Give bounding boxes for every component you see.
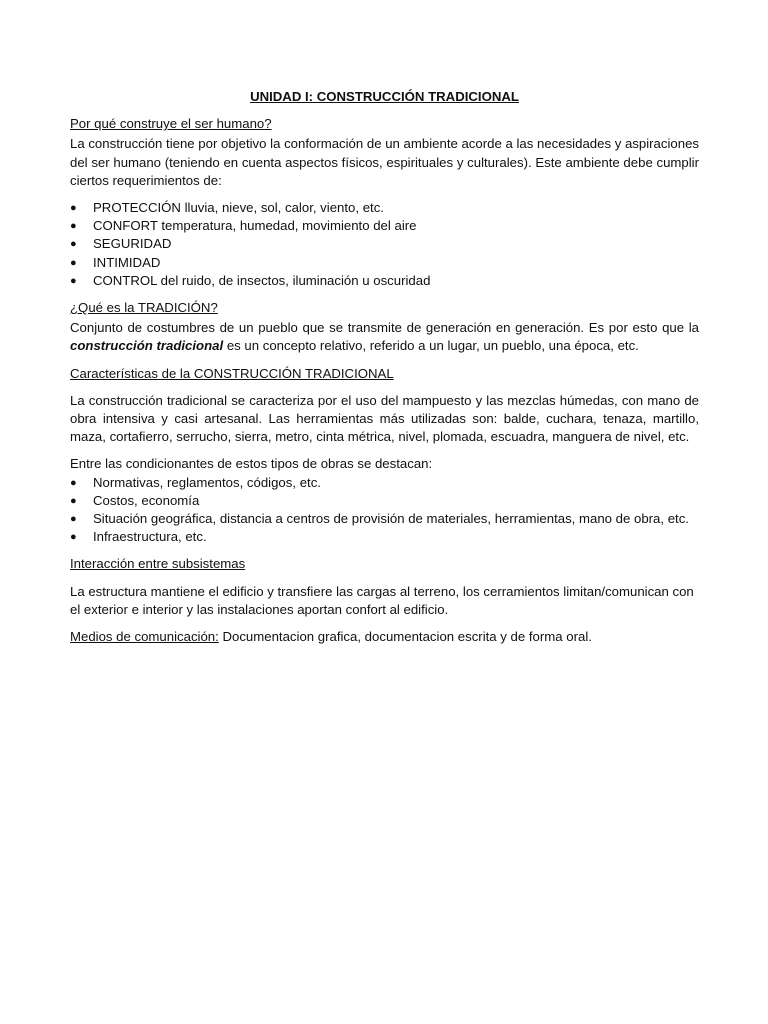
paragraph-text: Conjunto de costumbres de un pueblo que se transmite de generación en generación. Es por esto que la bbox=[70, 320, 699, 336]
list-item-text: CONFORT temperatura, humedad, movimiento del aire bbox=[93, 218, 417, 234]
bullet-icon: ● bbox=[70, 256, 77, 269]
document-body bbox=[70, 88, 699, 655]
conditions-list bbox=[70, 474, 699, 547]
list-item-text: Situación geográfica, distancia a centros de provisión de materiales, herramientas, mano de obra, etc. bbox=[93, 511, 689, 527]
bullet-icon: ● bbox=[70, 476, 77, 489]
document-title: UNIDAD I: CONSTRUCCIÓN TRADICIONAL bbox=[250, 89, 519, 104]
emphasis-text: construcción tradicional bbox=[70, 338, 224, 354]
list-item bbox=[70, 199, 699, 217]
list-item-text: INTIMIDAD bbox=[93, 254, 161, 270]
communication-line bbox=[70, 628, 699, 646]
list-item-text: Normativas, reglamentos, códigos, etc. bbox=[93, 474, 321, 490]
section-heading-communication: Medios de comunicación: bbox=[70, 629, 219, 645]
list-item bbox=[70, 217, 699, 235]
bullet-icon: ● bbox=[70, 494, 77, 507]
list-item bbox=[70, 528, 699, 546]
list-item-text: PROTECCIÓN lluvia, nieve, sol, calor, viento, etc. bbox=[93, 200, 384, 216]
list-item bbox=[70, 510, 699, 528]
section-heading-tradition: ¿Qué es la TRADICIÓN? bbox=[70, 300, 218, 316]
section-heading-characteristics: Características de la CONSTRUCCIÓN TRADICIONAL bbox=[70, 365, 394, 381]
paragraph-text: es un concepto relativo, referido a un lugar, un pueblo, una época, etc. bbox=[223, 338, 639, 354]
list-item bbox=[70, 254, 699, 272]
list-item bbox=[70, 474, 699, 492]
list-item-text: SEGURIDAD bbox=[93, 236, 172, 252]
paragraph-interaction: La estructura mantiene el edificio y transfiere las cargas al terreno, los cerramientos limitan/comunican con el exterior e interior y las instalaciones aportan confort al edificio. bbox=[70, 583, 694, 617]
bullet-icon: ● bbox=[70, 531, 77, 544]
bullet-icon: ● bbox=[70, 220, 77, 233]
section-heading-why-build: Por qué construye el ser humano? bbox=[70, 116, 272, 132]
conditions-intro: Entre las condicionantes de estos tipos de obras se destacan: bbox=[70, 456, 433, 472]
paragraph-tradition bbox=[70, 319, 699, 355]
list-item bbox=[70, 235, 699, 253]
list-item-text: CONTROL del ruido, de insectos, iluminación u oscuridad bbox=[93, 272, 431, 288]
bullet-icon: ● bbox=[70, 238, 77, 251]
bullet-icon: ● bbox=[70, 274, 77, 287]
list-item-text: Costos, economía bbox=[93, 492, 200, 508]
section-heading-interaction: Interacción entre subsistemas bbox=[70, 556, 246, 572]
list-item bbox=[70, 272, 699, 290]
bullet-icon: ● bbox=[70, 202, 77, 215]
communication-text: Documentacion grafica, documentacion escrita y de forma oral. bbox=[218, 629, 592, 645]
paragraph-characteristics: La construcción tradicional se caracteriza por el uso del mampuesto y las mezclas húmedas, con mano de obra intensiva y casi artesanal. Las herramientas más utilizadas son: balde, cuchara, tenaza, martillo, maza, cortafierro, serrucho, sierra, metro, cinta métrica, nivel, plomada, escuadra, manguera de nivel, etc. bbox=[70, 392, 699, 445]
paragraph-objective: La construcción tiene por objetivo la conformación de un ambiente acorde a las necesidades y aspiraciones del ser humano (teniendo en cuenta aspectos físicos, espirituales y culturales). Este ambiente debe cumplir ciertos requerimientos de: bbox=[70, 136, 699, 188]
bullet-icon: ● bbox=[70, 513, 77, 526]
list-item-text: Infraestructura, etc. bbox=[93, 529, 207, 545]
requirements-list bbox=[70, 199, 699, 290]
list-item bbox=[70, 492, 699, 510]
